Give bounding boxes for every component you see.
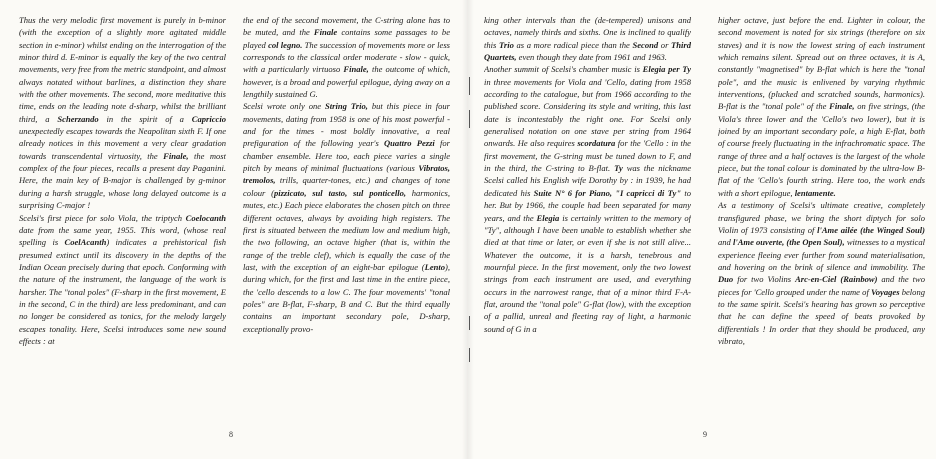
bold-term: scordatura xyxy=(577,138,616,149)
bold-term: Finale, xyxy=(829,101,855,112)
bold-term: l'Ame ouverte, (the Open Soul), xyxy=(732,237,845,248)
page-gutter xyxy=(462,0,474,459)
bold-term: Quattro Pezzi xyxy=(384,138,435,149)
bold-term: Arc-en-Ciel (Rainbow) xyxy=(795,274,878,285)
bold-term: Finale, xyxy=(343,64,369,75)
text-column-3 xyxy=(484,14,691,439)
bold-term: Lento xyxy=(424,261,446,272)
bold-term: Duo xyxy=(718,274,734,285)
text-column-2 xyxy=(243,14,450,439)
paragraph: As a testimony of Scelsi's ultimate creative, completely transfigured phase, we bring the short diptych for solo Violin of 1973 consisting of l'Ame ailée (the Winged Soul) and l'Ame ouverte, (the Open Soul), witnesses to a mystical experience fleeing ever further from sound materialisation, and hovering on the brink of silence and immobility. The Duo for two Violins Arc-en-Ciel (Rainbow) and the two pieces for 'Cello grouped under the name of Voyages belong to the same spirit. Scelsi's hearing has grown so perceptive that he can define the speed of beats provoked by differentials ! In order that they should be produced, any vibrato, xyxy=(718,200,925,346)
paragraph: Another summit of Scelsi's chamber music is Elegia per Ty in three movements for Viola and 'Cello, dating from 1958 according to the catalogue, but from 1966 according to the published score. Considering its style and writing, this last date is incontestably the right one. For Scelsi only generalised notation on one stave per string from 1964 onwards. He also requires scordatura for the 'Cello : in the first movement, the G-string must be tuned down to F, and in the third, the C-string to B-flat. Ty was the nickname Scelsi called his English wife Dorothy by : in 1939, he had dedicated his Suite N° 6 for Piano, "I capricci di Ty" to her. But by 1966, the couple had been separated for many years, and the Elegia is certainly written to the memory of "Ty", although I have been unable to establish whether she died at that time or later, or even if she is not still alive... Whatever the outcome, it is a harsh, tenebrous and mournful piece. In the first movement, only the two lowest strings from each instrument are used, and everything occurs in the narrowest range, that of a minor third F-A-flat, around the "tonal pole" G-flat (low), with the exception of a pallid, unreal and fleeting ray of light, a harmonic sound of G in a xyxy=(484,64,691,334)
page-number-right: 9 xyxy=(703,430,707,439)
margin-bar xyxy=(469,110,470,128)
page-number-left: 8 xyxy=(229,430,233,439)
bold-term: String Trio, xyxy=(325,101,368,112)
bold-term: l'Ame ailée (the Winged Soul) xyxy=(817,224,925,235)
text-column-4 xyxy=(718,14,925,439)
bold-term: Voyages xyxy=(871,286,900,297)
bold-term: lentamente. xyxy=(794,187,836,198)
bold-term: Elegia per Ty xyxy=(642,64,691,75)
emphasis-term: differentials xyxy=(718,323,759,334)
bold-term: Capriccio xyxy=(191,113,226,124)
bold-term: Elegia xyxy=(536,212,560,223)
paragraph: king other intervals than the (de-tempered) unisons and octaves, namely thirds and sixths. One is inclined to qualify this Trio as a more radical piece than the Second or Third Quartets, even though they date from 1961 and 1963. xyxy=(484,15,691,63)
paragraph: higher octave, just before the end. Lighter in colour, the second movement is noted for six strings (therefore on six staves) and it is now the lowest string of each instrument which remains silent. Spread out on three octaves, it is A, constantly "magnetised" by B-flat which is here the "tonal pole", and the music is enlivened by varying rhythmic interventions, (plucked and scratched sounds, harmonics). B-flat is the "tonal pole" of the Finale, on five strings, (the Viola's three lower and the 'Cello's two lower), but it is joined by an important secondary pole, a high E-flat, both of course freely fluctuating in the infrachromatic space. The range of three and a half octaves is the largest of the whole piece, but the tonal colour is dominated by the ultra-low B-flat of the 'Cello's fourth string. Here too, the work ends with a short epilogue, lentamente. xyxy=(718,15,925,198)
bold-term: Suite N° 6 for Piano, "I capricci di Ty" xyxy=(533,187,682,198)
paragraph: the end of the second movement, the C-string alone has to be muted, and the Finale contains some passages to be played col legno. The succession of movements more or less corresponds to the classical order moderate - slow - quick, with a particularly virtuoso Finale, the outcome of which, however, is a broad and powerful epilogue, dying away on a lengthily sustained G. xyxy=(243,15,450,100)
bold-term: Finale xyxy=(313,27,338,38)
paragraph: Thus the very melodic first movement is purely in b-minor (with the exception of a slightly more agitated middle section in e-minor) whilst ending on the interrogation of the minor third d. E-minor is equally the key of the two central movements, very free from the metric standpoint, and almost always notated without barlines, a distinction they share with the other movements. The second, more meditative this time, ends on the leading note d-sharp, whilst the brilliant third, a Scherzando in the spirit of a Capriccio unexpectedly escapes towards the Neapolitan sixth F. If one already notices in this movement a very clear gradation towards transcendental virtuosity, the Finale, the most complex of the four pieces, recalls a present day Paganini. Here, the main key of B-major is challenged by g-minor during a harsh struggle, whose long delayed outcome is a surprising C-major ! xyxy=(19,15,226,211)
bold-term: Coelocanth xyxy=(185,212,226,223)
margin-bar xyxy=(469,316,470,330)
bold-term: Second xyxy=(632,39,659,50)
bold-term: Scherzando xyxy=(57,113,99,124)
bold-term: CoelAcanth xyxy=(64,237,107,248)
bold-term: Third Quartets, xyxy=(484,39,691,63)
paragraph: Scelsi wrote only one String Trio, but this piece in four movements, dating from 1958 is one of his most powerful - and for the times - most boldly innovative, a real prefiguration of the following year's Quattro Pezzi for chamber ensemble. Here too, each piece varies a single pitch by means of minimal fluctuations (various Vibratos, tremolos, trills, quarter-tones, etc.) and changes of tone colour (pizzicato, sul tasto, sul ponticello, harmonics, mutes, etc.) Each piece elaborates the chosen pitch on three different octaves, always by avoiding high registers. The first is situated between the medium low and medium high, the two following, an octave higher (that is, within the range of the treble clef), which is equally the case of the last, with the exception of an eight-bar epilogue (Lento), during which, for the first and last time in the entire piece, the 'cello descends to a low C. The four movements' "tonal poles" are B-flat, F-sharp, B and C. But the third equally contains an important secondary pole, D-sharp, exceptionally provo- xyxy=(243,101,450,334)
bold-term: Ty xyxy=(614,163,623,174)
margin-bar xyxy=(469,348,470,362)
bold-term: col legno. xyxy=(268,39,303,50)
margin-bar xyxy=(469,77,470,95)
bold-term: Finale, xyxy=(163,150,189,161)
bold-term: Vibratos, tremolos, xyxy=(243,163,450,186)
bold-term: Trio xyxy=(499,39,514,50)
bold-term: pizzicato, sul tasto, sul ponticello, xyxy=(273,187,406,198)
paragraph: Scelsi's first piece for solo Viola, the triptych Coelocanth date from the same year, 1955. This word, (whose real spelling is CoelAcanth) indicates a prehistorical fish presumed extinct until its discovery in the depths of the Indian Ocean precisely during that epoch. Conforming with the nature of the instrument, the language of the work is harsher. The "tonal poles" (F-sharp in the first movement, E in the second, C in the third) are less predominant, and can no longer be considered as tonics, for the melody largely escapes tonality. Here, Scelsi introduces some new sound effects : at xyxy=(19,212,226,346)
text-column-1 xyxy=(19,14,226,439)
